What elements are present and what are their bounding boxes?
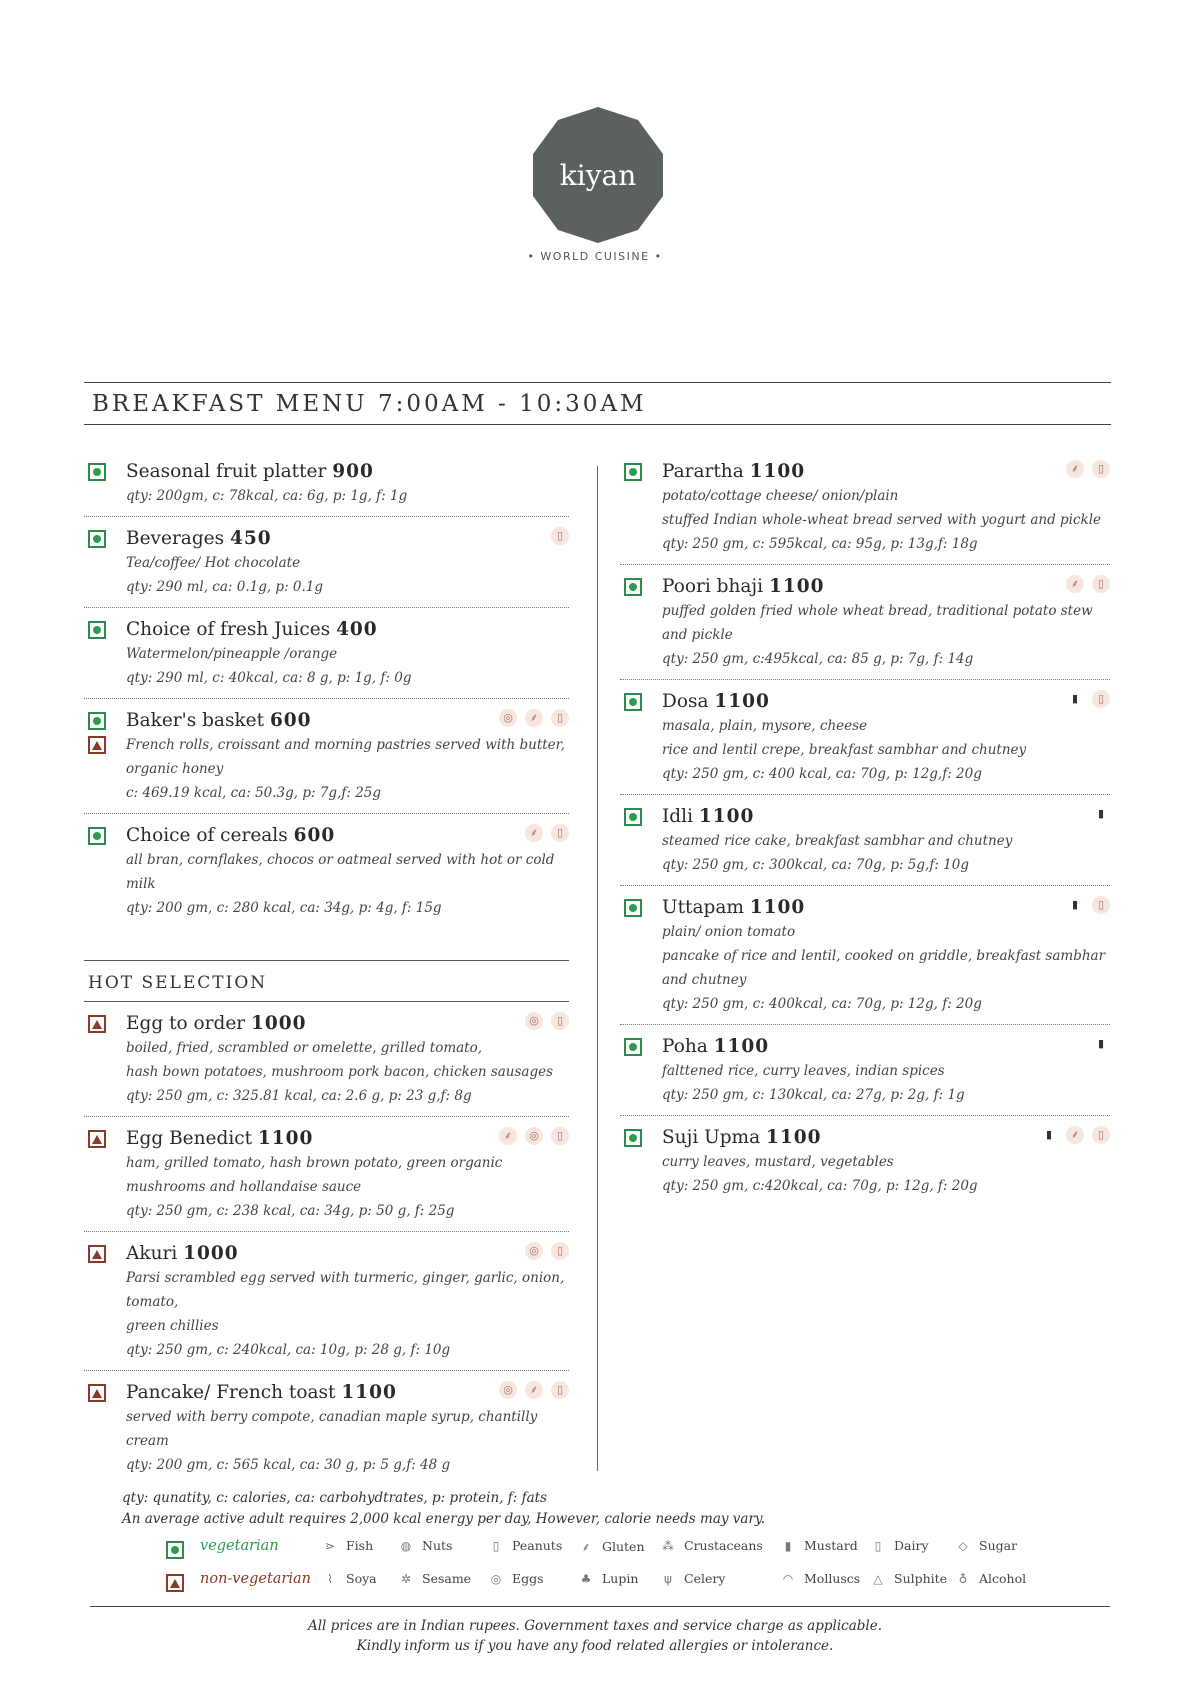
- allergen-icons: [499, 1127, 569, 1145]
- allergen-legend-item: [870, 1538, 929, 1553]
- item-price: 1100: [341, 1382, 397, 1403]
- item-description: c: 469.19 kcal, ca: 50.3g, p: 7g,f: 25g: [126, 785, 382, 801]
- legend-nonveg-label: non-vegetarian: [200, 1571, 311, 1587]
- eggs-icon: ◎: [499, 1381, 517, 1399]
- item-price: 1100: [766, 1127, 822, 1148]
- item-name-line: [662, 1034, 1110, 1059]
- dairy-icon: ▯: [551, 1012, 569, 1030]
- item-price: 900: [332, 461, 374, 482]
- menu-item: [620, 1025, 1110, 1116]
- dairy-icon: ▯: [551, 709, 569, 727]
- nonveg-symbol: [88, 1384, 106, 1402]
- item-description: qty: 200 gm, c: 565 kcal, ca: 30 g, p: 5 g,f: 48 g: [126, 1457, 451, 1473]
- dairy-icon: ▯: [551, 1127, 569, 1145]
- allergen-icons: [499, 709, 569, 727]
- item-price: 1100: [768, 576, 825, 597]
- allergen-legend-item: [578, 1571, 638, 1586]
- hot-selection-heading: HOT SELECTION: [84, 960, 569, 1002]
- dairy-icon: ▯: [551, 1242, 569, 1260]
- allergen-legend-item: [398, 1538, 452, 1553]
- left-column: [84, 450, 569, 1485]
- menu-item: [620, 1116, 1110, 1206]
- allergen-icons: [499, 1381, 569, 1399]
- dairy-icon: ▯: [1092, 575, 1110, 593]
- indian-breakfast-list: [620, 450, 1110, 1206]
- mustard-icon: ▮: [1097, 1037, 1105, 1050]
- item-description: boiled, fried, scrambled or omelette, grilled tomato,: [126, 1040, 483, 1056]
- item-price: 1100: [257, 1128, 314, 1149]
- item-description: puffed golden fried whole wheat bread, traditional potato stew: [662, 603, 1093, 619]
- allergen-legend-item: [955, 1538, 1017, 1553]
- item-name: Beverages: [126, 528, 225, 549]
- item-price: 600: [293, 825, 336, 846]
- dairy-icon: ▯: [1092, 1126, 1110, 1144]
- item-name: Seasonal fruit platter: [126, 461, 327, 482]
- gluten-icon: ⸙: [499, 1127, 517, 1145]
- item-description: masala, plain, mysore, cheese: [662, 718, 868, 734]
- item-price: 1000: [251, 1013, 307, 1034]
- mustard-icon: ▮: [1071, 898, 1079, 911]
- allergen-legend-item: [780, 1571, 860, 1586]
- item-name: Idli: [662, 806, 693, 827]
- allergen-label: Sugar: [979, 1538, 1018, 1553]
- veg-symbol: [624, 463, 642, 481]
- legend-veg-label: vegetarian: [200, 1538, 279, 1554]
- item-description: qty: 250 gm, c: 238 kcal, ca: 34g, p: 50 g, f: 25g: [126, 1203, 455, 1219]
- item-name-line: [126, 526, 569, 551]
- allergen-icons: [1040, 1126, 1110, 1144]
- veg-symbol: [624, 1129, 642, 1147]
- menu-item: [620, 450, 1110, 565]
- gluten-icon: ⸙: [581, 1540, 591, 1554]
- item-description: qty: 250 gm, c: 595kcal, ca: 95g, p: 13g,f: 18g: [662, 536, 978, 552]
- item-name: Parartha: [662, 461, 744, 482]
- menu-item: [84, 608, 569, 699]
- menu-item: [620, 886, 1110, 1025]
- allergen-label: Molluscs: [804, 1571, 861, 1586]
- item-name-line: [662, 574, 1110, 599]
- item-name-line: [126, 459, 569, 484]
- allergen-icons: [1066, 575, 1110, 593]
- gluten-icon: ⸙: [1066, 575, 1084, 593]
- item-name: Suji Upma: [662, 1127, 761, 1148]
- eggs-icon: ◎: [525, 1012, 543, 1030]
- item-description: qty: 250 gm, c:420kcal, ca: 70g, p: 12g, f: 20g: [662, 1178, 978, 1194]
- allergen-label: Celery: [684, 1571, 726, 1586]
- menu-title: BREAKFAST MENU 7:00AM - 10:30AM: [92, 391, 647, 417]
- item-description: Tea/coffee/ Hot chocolate: [126, 555, 301, 571]
- allergen-label: Lupin: [602, 1571, 639, 1586]
- item-name: Akuri: [126, 1243, 178, 1264]
- item-name: Choice of fresh Juices: [126, 619, 331, 640]
- brand-tagline: • WORLD CUISINE •: [527, 250, 663, 263]
- dairy-icon: ▯: [1092, 896, 1110, 914]
- column-divider: [597, 466, 598, 1471]
- item-description: qty: 250 gm, c:495kcal, ca: 85 g, p: 7g, f: 14g: [662, 651, 974, 667]
- item-price: 600: [269, 710, 312, 731]
- allergen-legend-item: [488, 1571, 544, 1586]
- footer-allergy-note: Kindly inform us if you have any food related allergies or intolerance.: [356, 1638, 834, 1654]
- item-description: qty: 250 gm, c: 240kcal, ca: 10g, p: 28 g, f: 10g: [126, 1342, 451, 1358]
- allergen-label: Soya: [346, 1571, 377, 1586]
- footer-rule: [90, 1606, 1110, 1607]
- item-description: curry leaves, mustard, vegetables: [662, 1154, 894, 1170]
- allergen-icons: [525, 824, 569, 842]
- item-price: 1100: [713, 1036, 770, 1057]
- allergen-icons: [525, 1242, 569, 1260]
- item-name-line: [126, 1011, 569, 1036]
- item-description: qty: 250 gm, c: 400 kcal, ca: 70g, p: 12g,f: 20g: [662, 766, 982, 782]
- nonveg-symbol: [88, 1245, 106, 1263]
- menu-item: [84, 1371, 569, 1485]
- lupin-icon: ♣: [580, 1571, 592, 1586]
- nonveg-symbol: [88, 1015, 106, 1033]
- menu-item: [84, 1117, 569, 1232]
- veg-symbol: [88, 712, 106, 730]
- allergen-legend-item: [780, 1538, 858, 1553]
- item-description: falttened rice, curry leaves, indian spices: [662, 1063, 945, 1079]
- item-name: Egg to order: [126, 1013, 246, 1034]
- item-description: qty: 250 gm, c: 130kcal, ca: 27g, p: 2g, f: 1g: [662, 1087, 965, 1103]
- footnote-abbreviations: qty: qunatity, c: calories, ca: carbohydtrates, p: protein, f: fats: [122, 1490, 547, 1506]
- item-name-line: [662, 459, 1110, 484]
- menu-item: [84, 699, 569, 814]
- allergen-label: Alcohol: [979, 1571, 1027, 1586]
- mustard-icon: ▮: [1071, 692, 1079, 705]
- gluten-icon: ⸙: [1066, 1126, 1084, 1144]
- logo-text: kiyan: [559, 159, 637, 192]
- allergen-icons: [551, 527, 569, 545]
- allergen-label: Sesame: [422, 1571, 472, 1586]
- allergen-icons: [1066, 896, 1110, 914]
- item-price: 400: [336, 619, 378, 640]
- item-price: 1000: [183, 1243, 239, 1264]
- item-description: organic honey: [126, 761, 224, 777]
- item-description: all bran, cornflakes, chocos or oatmeal served with hot or cold milk: [126, 852, 555, 892]
- nuts-icon: ◍: [400, 1538, 412, 1553]
- item-price: 1100: [749, 897, 806, 918]
- title-top-rule: [84, 382, 1111, 383]
- item-description: ham, grilled tomato, hash brown potato, green organic: [126, 1155, 503, 1171]
- dairy-icon: ▯: [551, 824, 569, 842]
- gluten-icon: ⸙: [525, 709, 543, 727]
- item-price: 1100: [698, 806, 755, 827]
- soya-icon: ⌇: [327, 1571, 333, 1586]
- dairy-icon: ▯: [551, 527, 569, 545]
- nonveg-symbol: [88, 736, 106, 754]
- right-column: [620, 450, 1110, 1206]
- footnote-calorie-advice: An average active adult requires 2,000 kcal energy per day, However, calorie needs may vary.: [122, 1511, 766, 1527]
- item-name: Poha: [662, 1036, 708, 1057]
- item-description: qty: 250 gm, c: 325.81 kcal, ca: 2.6 g, p: 23 g,f: 8g: [126, 1088, 472, 1104]
- item-name: Baker's basket: [126, 710, 265, 731]
- item-name: Egg Benedict: [126, 1128, 253, 1149]
- breakfast-list: [84, 450, 569, 928]
- allergen-legend-item: [870, 1571, 947, 1586]
- mustard-icon: ▮: [1097, 807, 1105, 820]
- allergen-label: Crustaceans: [684, 1538, 763, 1553]
- sesame-icon: ✲: [400, 1571, 412, 1586]
- allergen-legend-item: [398, 1571, 471, 1586]
- item-description: potato/cottage cheese/ onion/plain: [662, 488, 899, 504]
- gluten-icon: ⸙: [525, 1381, 543, 1399]
- menu-item: [84, 450, 569, 517]
- peanuts-icon: ▯: [492, 1538, 500, 1553]
- item-price: 1100: [714, 691, 770, 712]
- item-price: 1100: [749, 461, 806, 482]
- gluten-icon: ⸙: [525, 824, 543, 842]
- allergen-label: Fish: [346, 1538, 374, 1553]
- allergen-label: Gluten: [602, 1539, 645, 1554]
- item-price: 450: [230, 528, 272, 549]
- item-name: Poori bhaji: [662, 576, 764, 597]
- allergen-icons: [1092, 1035, 1110, 1053]
- veg-symbol: [88, 621, 106, 639]
- item-description: Parsi scrambled egg served with turmeric, ginger, garlic, onion, tomato,: [126, 1270, 565, 1310]
- menu-item: [84, 814, 569, 928]
- item-name-line: [662, 895, 1110, 920]
- item-description: plain/ onion tomato: [662, 924, 796, 940]
- item-description: steamed rice cake, breakfast sambhar and chutney: [662, 833, 1013, 849]
- item-name-line: [662, 689, 1110, 714]
- menu-item: [84, 1232, 569, 1371]
- item-name: Uttapam: [662, 897, 744, 918]
- title-bottom-rule: [84, 424, 1111, 425]
- allergen-label: Mustard: [804, 1538, 858, 1553]
- veg-symbol: [624, 808, 642, 826]
- item-description: pancake of rice and lentil, cooked on griddle, breakfast sambhar and chutney: [662, 948, 1106, 988]
- menu-item: [620, 565, 1110, 680]
- item-name: Pancake/ French toast: [126, 1382, 336, 1403]
- item-description: green chillies: [126, 1318, 219, 1334]
- gluten-icon: ⸙: [1066, 460, 1084, 478]
- allergen-legend-item: [660, 1571, 725, 1586]
- allergen-label: Eggs: [512, 1571, 544, 1586]
- dairy-icon: ▯: [874, 1538, 882, 1553]
- mustard-icon: ▮: [1045, 1128, 1053, 1141]
- allergen-label: Dairy: [894, 1538, 929, 1553]
- veg-symbol: [88, 530, 106, 548]
- item-name-line: [126, 617, 569, 642]
- dairy-icon: ▯: [1092, 690, 1110, 708]
- item-description: rice and lentil crepe, breakfast sambhar and chutney: [662, 742, 1027, 758]
- item-name-line: [126, 823, 569, 848]
- allergen-legend-item: [578, 1538, 645, 1555]
- allergen-legend-item: [488, 1538, 562, 1553]
- item-description: French rolls, croissant and morning pastries served with butter,: [126, 737, 565, 753]
- item-name: Choice of cereals: [126, 825, 288, 846]
- alcohol-icon: ♁: [958, 1571, 968, 1586]
- item-description: qty: 250 gm, c: 400kcal, ca: 70g, p: 12g, f: 20g: [662, 996, 982, 1012]
- allergen-legend-item: [322, 1538, 373, 1553]
- veg-symbol: [624, 578, 642, 596]
- item-description: qty: 200gm, c: 78kcal, ca: 6g, p: 1g, f: 1g: [126, 488, 408, 504]
- mustard-icon: ▮: [784, 1538, 792, 1553]
- allergen-label: Sulphite: [894, 1571, 948, 1586]
- menu-item: [84, 517, 569, 608]
- item-description: stuffed Indian whole-wheat bread served with yogurt and pickle: [662, 512, 1102, 528]
- item-description: and pickle: [662, 627, 733, 643]
- allergen-icons: [1066, 690, 1110, 708]
- item-name: Dosa: [662, 691, 709, 712]
- veg-symbol: [624, 1038, 642, 1056]
- item-description: mushrooms and hollandaise sauce: [126, 1179, 362, 1195]
- nonveg-symbol: [88, 1130, 106, 1148]
- dairy-icon: ▯: [551, 1381, 569, 1399]
- molluscs-icon: ◠: [782, 1571, 794, 1586]
- item-description: qty: 290 ml, ca: 0.1g, p: 0.1g: [126, 579, 324, 595]
- allergen-legend-item: [955, 1571, 1026, 1586]
- sulphite-icon: △: [873, 1571, 883, 1586]
- allergen-icons: [1092, 805, 1110, 823]
- item-description: qty: 200 gm, c: 280 kcal, ca: 34g, p: 4g, f: 15g: [126, 900, 442, 916]
- eggs-icon: ◎: [490, 1571, 502, 1586]
- veg-symbol: [624, 693, 642, 711]
- allergen-legend-item: [322, 1571, 377, 1586]
- brand-logo: [530, 107, 666, 243]
- veg-symbol: [88, 463, 106, 481]
- sugar-icon: ◇: [958, 1538, 968, 1553]
- item-description: hash bown potatoes, mushroom pork bacon, chicken sausages: [126, 1064, 554, 1080]
- menu-item: [620, 795, 1110, 886]
- dairy-icon: ▯: [1092, 460, 1110, 478]
- eggs-icon: ◎: [525, 1127, 543, 1145]
- allergen-label: Nuts: [422, 1538, 453, 1553]
- fish-icon: ⋗: [324, 1538, 336, 1553]
- eggs-icon: ◎: [525, 1242, 543, 1260]
- item-name-line: [662, 804, 1110, 829]
- veg-symbol: [624, 899, 642, 917]
- hot-selection-list: [84, 1002, 569, 1485]
- item-description: Watermelon/pineapple /orange: [126, 646, 338, 662]
- crustaceans-icon: ⁂: [662, 1538, 674, 1553]
- eggs-icon: ◎: [499, 709, 517, 727]
- allergen-label: Peanuts: [512, 1538, 563, 1553]
- allergen-icons: [525, 1012, 569, 1030]
- legend-veg-symbol: [166, 1541, 184, 1559]
- item-description: qty: 290 ml, c: 40kcal, ca: 8 g, p: 1g, f: 0g: [126, 670, 412, 686]
- menu-item: [620, 680, 1110, 795]
- footer-prices-note: All prices are in Indian rupees. Government taxes and service charge as applicable.: [307, 1618, 882, 1634]
- item-name-line: [126, 1241, 569, 1266]
- menu-item: [84, 1002, 569, 1117]
- celery-icon: ψ: [664, 1571, 672, 1586]
- allergen-legend-item: [660, 1538, 763, 1553]
- legend-nonveg-symbol: [166, 1574, 184, 1592]
- item-description: served with berry compote, canadian maple syrup, chantilly cream: [126, 1409, 538, 1449]
- item-description: qty: 250 gm, c: 300kcal, ca: 70g, p: 5g,f: 10g: [662, 857, 969, 873]
- veg-symbol: [88, 827, 106, 845]
- allergen-icons: [1066, 460, 1110, 478]
